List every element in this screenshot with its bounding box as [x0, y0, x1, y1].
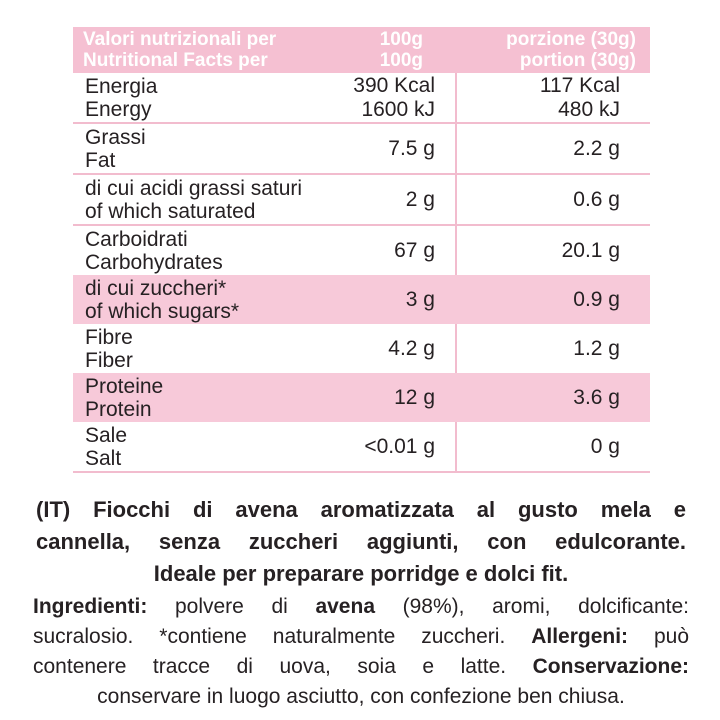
description-line: cannella, senza zuccheri aggiunti, con edulcorante. — [36, 529, 686, 554]
ingredients-text: può — [628, 625, 690, 648]
value-per-portion — [435, 137, 650, 161]
header-portion-it: porzione (30g) — [506, 29, 636, 50]
value-per-100g — [350, 386, 435, 410]
row-label-en: Protein — [85, 397, 152, 421]
value-per-100g — [350, 188, 435, 212]
row-label — [73, 75, 350, 121]
row-label-it: di cui zuccheri* — [85, 276, 227, 300]
value-line: 3 g — [405, 287, 435, 311]
header-per-100g-it: 100g — [379, 29, 423, 50]
value-line: 480 kJ — [558, 97, 620, 121]
value-line: 0.9 g — [573, 287, 620, 311]
header-title-en: Nutritional Facts per — [83, 50, 268, 71]
header-portion-en: portion (30g) — [519, 50, 636, 71]
value-per-portion — [435, 188, 650, 212]
ingredients-line — [33, 652, 689, 682]
nutrition-table — [73, 27, 650, 473]
row-label-it: Energia — [85, 74, 158, 98]
table-body — [73, 73, 650, 473]
header-title-it: Valori nutrizionali per — [83, 29, 277, 50]
product-description — [36, 494, 686, 590]
value-per-portion — [435, 239, 650, 263]
value-line: 0.6 g — [573, 187, 620, 211]
row-label — [73, 126, 350, 172]
row-divider-line — [73, 471, 650, 473]
value-per-100g — [350, 337, 435, 361]
row-label-en: Fiber — [85, 348, 133, 372]
row-label-en: of which sugars* — [85, 299, 240, 323]
row-label-en: of which saturated — [85, 199, 256, 223]
value-line: 390 Kcal — [353, 73, 435, 97]
ingredients-keyword: Conservazione: — [532, 655, 689, 678]
table-row — [73, 324, 650, 373]
ingredients-keyword: Allergeni: — [531, 625, 629, 648]
row-label-it: Fibre — [85, 325, 133, 349]
value-line: 67 g — [394, 238, 435, 262]
value-line: 12 g — [394, 385, 435, 409]
value-per-100g — [350, 288, 435, 312]
row-label-en: Fat — [85, 148, 116, 172]
ingredients-text: (98%), aromi, dolcificante: — [375, 595, 689, 618]
value-per-portion — [435, 435, 650, 459]
value-line: 0 g — [590, 434, 620, 458]
header-per-portion — [435, 29, 650, 71]
header-per-100g-en: 100g — [379, 50, 423, 71]
table-row — [73, 275, 650, 324]
row-label-it: Sale — [85, 423, 128, 447]
value-line: <0.01 g — [364, 434, 435, 458]
row-label — [73, 228, 350, 274]
ingredients-text: contenere tracce di uova, soia e latte. — [33, 655, 533, 678]
value-line: 4.2 g — [388, 336, 435, 360]
value-line: 1600 kJ — [361, 97, 435, 121]
ingredients-line — [33, 592, 689, 622]
table-row — [73, 175, 650, 224]
ingredients-line — [33, 682, 689, 712]
value-line: 1.2 g — [573, 336, 620, 360]
row-label — [73, 326, 350, 372]
value-per-portion — [435, 337, 650, 361]
header-per-100g — [345, 29, 435, 71]
value-per-portion — [435, 288, 650, 312]
table-row — [73, 373, 650, 422]
ingredients-paragraph — [33, 592, 689, 712]
value-per-100g — [350, 74, 435, 122]
table-row — [73, 73, 650, 122]
value-per-100g — [350, 137, 435, 161]
ingredients-keyword: Ingredienti: — [33, 595, 148, 618]
row-label-it: Proteine — [85, 374, 164, 398]
row-label-en: Carbohydrates — [85, 250, 223, 274]
header-title — [73, 29, 345, 71]
value-per-portion — [435, 386, 650, 410]
value-line: 2 g — [405, 187, 435, 211]
table-header-row — [73, 27, 650, 73]
ingredients-keyword: avena — [315, 595, 375, 618]
value-line: 20.1 g — [561, 238, 620, 262]
row-label-en: Energy — [85, 97, 152, 121]
row-label-it: di cui acidi grassi saturi — [85, 176, 303, 200]
row-label — [73, 424, 350, 470]
row-label-it: Carboidrati — [85, 227, 188, 251]
row-label — [73, 277, 350, 323]
value-per-portion — [435, 74, 650, 122]
table-row — [73, 422, 650, 471]
row-label — [73, 177, 350, 223]
value-line: 3.6 g — [573, 385, 620, 409]
ingredients-text: polvere di — [147, 595, 316, 618]
ingredients-text: sucralosio. *contiene naturalmente zuccheri. — [33, 625, 532, 648]
row-label-en: Salt — [85, 446, 122, 470]
table-row — [73, 226, 650, 275]
ingredients-text: conservare in luogo asciutto, con confezione ben chiusa. — [97, 685, 625, 708]
value-per-100g — [350, 239, 435, 263]
row-label-it: Grassi — [85, 125, 146, 149]
ingredients-line — [33, 622, 689, 652]
value-line: 2.2 g — [573, 136, 620, 160]
table-row — [73, 124, 650, 173]
row-label — [73, 375, 350, 421]
value-line: 7.5 g — [388, 136, 435, 160]
value-line: 117 Kcal — [539, 73, 620, 97]
description-line: (IT) Fiocchi di avena aromatizzata al gusto mela e — [36, 497, 686, 522]
value-per-100g — [350, 435, 435, 459]
description-line: Ideale per preparare porridge e dolci fit. — [153, 561, 569, 586]
